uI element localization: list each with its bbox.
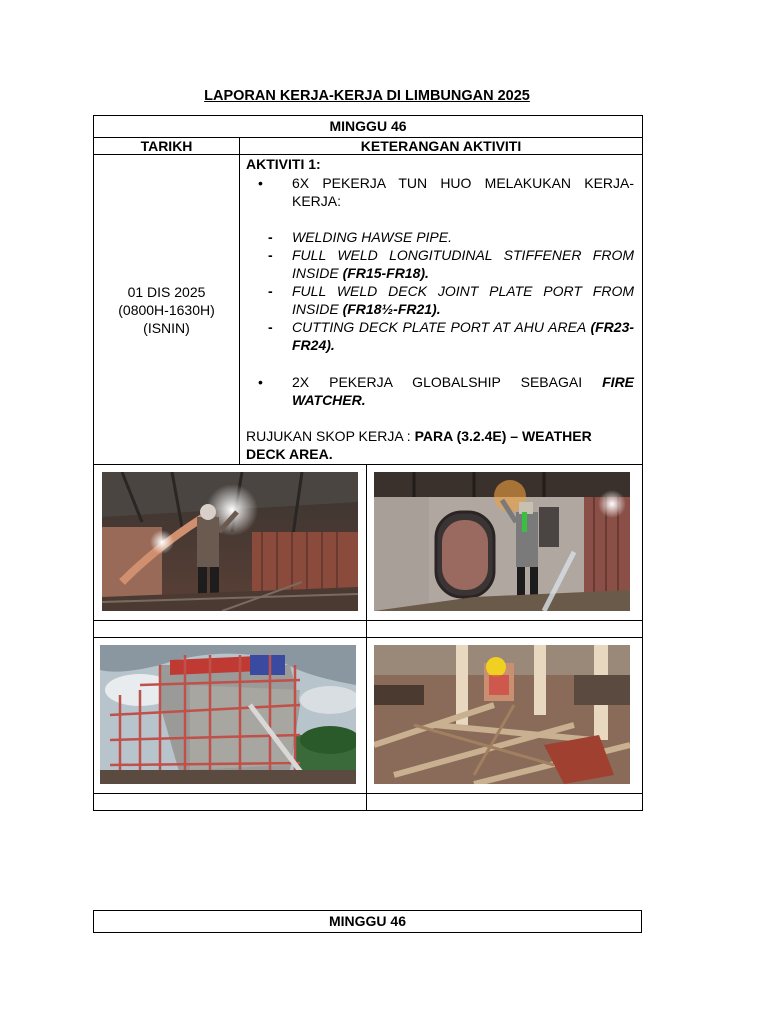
dash-icon: - <box>268 247 273 263</box>
caption-cell-3 <box>94 794 367 811</box>
task-text: FULL WELD DECK JOINT PLATE PORT FROM INSIDE <box>292 283 635 317</box>
task-text: CUTTING DECK PLATE PORT AT AHU AREA <box>292 319 591 335</box>
dash-icon: - <box>268 283 273 299</box>
report-table <box>93 115 643 811</box>
date-cell <box>94 155 240 465</box>
task-ref: (FR18½-FR21). <box>342 301 441 317</box>
entry-time: (0800H-1630H) <box>118 301 215 318</box>
deck-joint-welding-photo <box>374 472 630 611</box>
task-item <box>246 246 634 282</box>
task-item <box>246 228 634 246</box>
photo-cell-1 <box>94 465 367 621</box>
bullet-workers-text: 6X PEKERJA TUN HUO MELAKUKAN KERJA-KERJA: <box>292 175 635 209</box>
task-text: FULL WELD LONGITUDINAL STIFFENER FROM INSIDE <box>292 247 635 281</box>
scope-value: PARA (3.2.4E) – WEATHER DECK AREA. <box>246 428 592 462</box>
activity-column-header: KETERANGAN AKTIVITI <box>240 138 643 155</box>
welding-hawse-pipe-photo <box>102 472 358 611</box>
second-week-table <box>93 910 642 933</box>
task-item <box>246 282 634 318</box>
photo-cell-4 <box>367 638 643 794</box>
cutting-deck-plate-photo <box>374 645 630 784</box>
dash-icon: - <box>268 319 273 335</box>
bullet-icon: • <box>258 374 263 390</box>
bullet-workers <box>246 174 634 210</box>
date-column-header: TARIKH <box>94 138 240 155</box>
bullet-firewatch <box>246 373 634 409</box>
entry-day: (ISNIN) <box>143 319 190 336</box>
bullet-firewatch-role: FIRE WATCHER. <box>292 374 635 408</box>
caption-cell-1 <box>94 621 367 638</box>
photo-cell-3 <box>94 638 367 794</box>
report-title: LAPORAN KERJA-KERJA DI LIMBUNGAN 2025 <box>204 88 530 104</box>
dash-icon: - <box>268 229 273 245</box>
week-header: MINGGU 46 <box>94 116 643 138</box>
task-text: WELDING HAWSE PIPE. <box>292 229 452 245</box>
ship-scaffolding-photo <box>100 645 356 784</box>
bullet-firewatch-text: 2X PEKERJA GLOBALSHIP SEBAGAI <box>292 374 603 390</box>
task-item <box>246 318 634 354</box>
activity-cell <box>240 155 643 465</box>
task-ref: (FR15-FR18). <box>342 265 429 281</box>
caption-cell-4 <box>367 794 643 811</box>
bullet-icon: • <box>258 175 263 191</box>
photo-cell-2 <box>367 465 643 621</box>
week-header-bottom: MINGGU 46 <box>94 911 642 933</box>
task-ref: (FR23-FR24). <box>292 319 635 353</box>
scope-label: RUJUKAN SKOP KERJA : <box>246 428 415 444</box>
activity-title: AKTIVITI 1: <box>246 156 321 172</box>
entry-date: 01 DIS 2025 <box>127 283 206 300</box>
caption-cell-2 <box>367 621 643 638</box>
